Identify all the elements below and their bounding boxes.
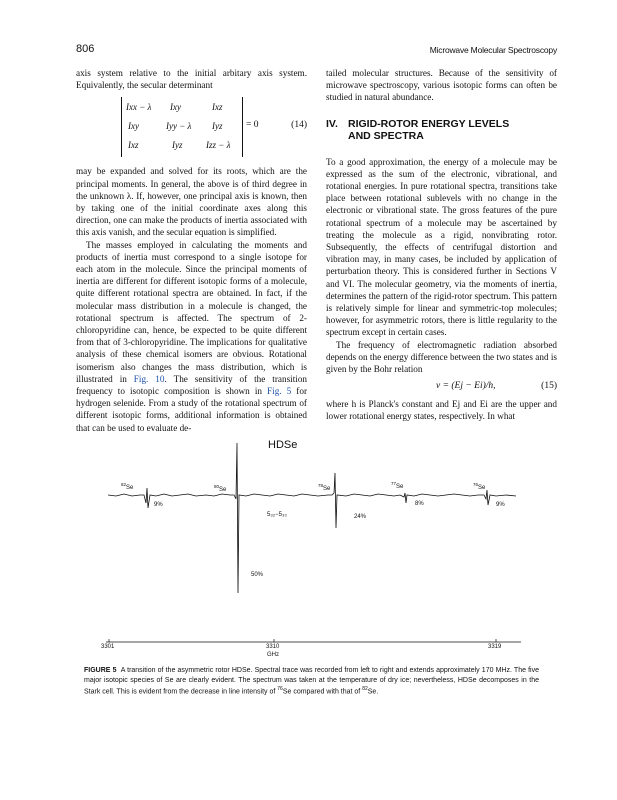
right-column bbox=[326, 67, 557, 423]
right-paragraph-2: To a good approximation, the energy of a molecule may be expressed as the sum of the electronic, vibrational, and rotational energies. In pure rotational spectra, transitions take place between rotational sublevels with no change in the electronic or vibrational state. The gross features of the pure rotational spectrum of a molecule may be ascertained by treating the molecule as a rigid, nonvibrating rotor. Subsequently, the effects of centrifugal distortion and vibration may, in many cases, be included by application of perturbation theory. This is considered further in Sections V and VI. The molecular geometry, via the moments of inertia, determines the pattern of the rigid-rotor spectrum. This pattern is relatively simple for linear and symmetric-top molecules; however, for asymmetric rotors, there is little regularity to the spectrum except in certain cases. bbox=[326, 156, 557, 338]
left-paragraph-3 bbox=[76, 239, 307, 434]
figure-10-link[interactable]: Fig. 10 bbox=[133, 373, 165, 384]
x-tick-label: 3301 bbox=[101, 644, 115, 650]
caption-text: Se. bbox=[367, 688, 379, 696]
right-paragraph-3: The frequency of electromagnetic radiation absorbed depends on the energy difference between the two states and is given by the Bohr relation bbox=[326, 339, 557, 375]
matrix-cell: Iyz bbox=[172, 140, 183, 151]
figure-title: HDSe bbox=[268, 439, 298, 451]
peak-element: Se bbox=[323, 486, 331, 492]
peak-label-78se bbox=[318, 483, 330, 492]
caption-text: A transition of the asymmetric rotor HDSe. Spectral trace was recorded from left to right and extends approximately 170 MHz. The five major isotopic species of Se are clearly evident. The spectrum was taken at the temperature of dry ice; nevertheless, HDSe decomposes in the Stark cell. This is evident from the decrease in line intensity of bbox=[84, 667, 540, 696]
caption-sup: 82 bbox=[362, 686, 368, 693]
peak-mass: 78 bbox=[318, 483, 324, 488]
spectral-trace bbox=[108, 443, 516, 593]
matrix-cell: Ixx − λ bbox=[126, 102, 152, 113]
figure-caption bbox=[84, 666, 539, 697]
spectrum-plot bbox=[96, 433, 536, 665]
right-paragraph-1: tailed molecular structures. Because of the sensitivity of microwave spectroscopy, various isotopic forms can often be studied in natural abundance. bbox=[326, 68, 557, 103]
running-title: Microwave Molecular Spectroscopy bbox=[429, 45, 557, 55]
bohr-formula: ν = (Ej − Ei)/h, bbox=[436, 381, 496, 392]
x-tick-label: 3310 bbox=[266, 644, 280, 650]
caption-sup: 76 bbox=[277, 686, 283, 693]
paragraph-text: for hydrogen selenide. From a study of the rotational spectrum of different isotopic forms, additional information is obtained that can be used to evaluate de- bbox=[76, 386, 308, 433]
peak-element: Se bbox=[126, 485, 134, 491]
peak-element: Se bbox=[219, 487, 227, 493]
section-heading bbox=[326, 118, 557, 142]
peak-mass: 77 bbox=[391, 481, 397, 486]
determinant-matrix bbox=[121, 97, 243, 157]
secular-determinant bbox=[76, 97, 307, 159]
left-paragraph-2: may be expanded and solved for its roots, which are the principal moments. In general, the above is of third degree in the unknown λ. If, however, one principal axis is known, then by taking one of the initial coordinate axes along this direction, one can make the products of inertia associated with this axis vanish, and the secular equation is simplified. bbox=[76, 166, 307, 238]
left-paragraph-1: axis system relative to the initial arbitary axis system. Equivalently, the secular determinant bbox=[76, 68, 307, 91]
peak-percent-76se: 9% bbox=[496, 502, 505, 508]
peak-mass: 80 bbox=[214, 484, 220, 489]
right-paragraph-4: where h is Planck's constant and Ej and Ei are the upper and lower rotational energy states, respectively. In what bbox=[326, 399, 557, 422]
peak-label-82se bbox=[121, 482, 133, 491]
peak-label-76se bbox=[473, 482, 485, 491]
peak-percent-80se: 50% bbox=[251, 572, 264, 578]
left-column bbox=[76, 67, 307, 434]
equation-number: (14) bbox=[291, 120, 307, 131]
matrix-cell: Ixz bbox=[212, 102, 223, 113]
section-title-line-2: AND SPECTRA bbox=[348, 129, 424, 142]
paragraph-text: . The sensitivity of the transition frequency to isotopic composition is shown in bbox=[76, 373, 308, 397]
section-title-line-1: RIGID-ROTOR ENERGY LEVELS bbox=[348, 117, 510, 130]
equation-equals: = 0 bbox=[246, 120, 259, 131]
section-number: IV. bbox=[326, 117, 338, 130]
figure-5-link[interactable]: Fig. 5 bbox=[267, 386, 292, 397]
matrix-cell: Ixy bbox=[128, 121, 139, 132]
matrix-cell: Ixy bbox=[170, 102, 181, 113]
peak-mass: 82 bbox=[121, 482, 127, 487]
peak-element: Se bbox=[478, 485, 486, 491]
matrix-cell: Ixz bbox=[128, 140, 139, 151]
peak-percent-78se: 24% bbox=[354, 514, 367, 520]
peak-mass: 76 bbox=[473, 482, 479, 487]
peak-element: Se bbox=[396, 484, 404, 490]
caption-label: FIGURE 5 bbox=[84, 667, 117, 674]
peak-label-80se bbox=[214, 484, 226, 493]
paragraph-text: The masses employed in calculating the moments and products of inertia must correspond to a single isotope for each atom in the molecule. Since the principal moments of inertia are different for different isotopic forms of a molecule, quite different rotational spectra are obtained. In fact, if the molecular mass distribution in a molecule is changed, the rotational spectrum is affected. The spectrum of 2-chloropyridine can, hence, be expected to be quite different from that of 3-chloropyridine. The implications for qualitative analysis of these chemical isomers are obvious. Rotational isomerism also changes the mass distribution, which is illustrated in bbox=[76, 239, 307, 384]
matrix-cell: Izz − λ bbox=[206, 140, 231, 151]
bohr-relation bbox=[326, 379, 557, 394]
equation-number: (15) bbox=[541, 381, 557, 392]
x-axis-unit: GHz bbox=[267, 652, 279, 658]
caption-text: Se compared with that of bbox=[282, 688, 361, 696]
transition-label: 5₃₂−5₃₃ bbox=[267, 512, 287, 518]
peak-percent-77se: 8% bbox=[415, 501, 424, 507]
matrix-cell: Iyy − λ bbox=[166, 121, 192, 132]
figure-5-spectrum bbox=[96, 433, 536, 665]
matrix-cell: Iyz bbox=[212, 121, 223, 132]
page-number: 806 bbox=[76, 43, 95, 55]
peak-percent-82se: 9% bbox=[154, 502, 163, 508]
peak-label-77se bbox=[391, 481, 403, 490]
x-tick-label: 3319 bbox=[488, 644, 502, 650]
